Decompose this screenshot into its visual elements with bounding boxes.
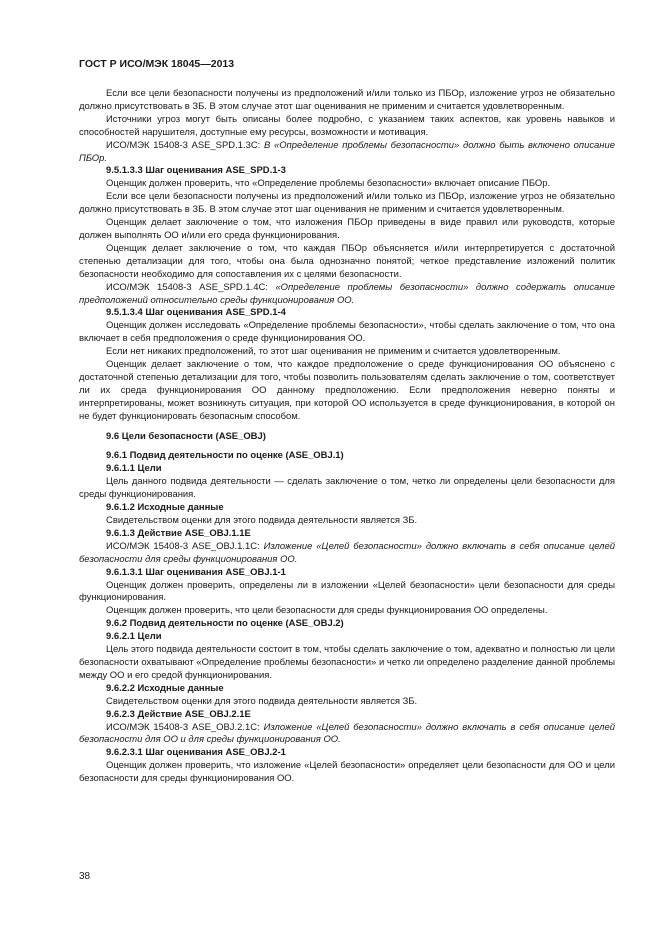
requirement-text: Изложение «Целей безопасности» должно включать в себя описание целей безопасности для среды функционирования ОО. [79, 540, 615, 565]
document-body [79, 88, 615, 786]
section-heading: 9.6 Цели безопасности (ASE_OBJ) [106, 430, 266, 442]
requirement-paragraph [79, 722, 615, 748]
section-heading: 9.6.2.2 Исходные данные [106, 682, 224, 694]
body-paragraph: Оценщик должен проверить, что изложение «Целей безопасности» определяет цели безопасности для ОО и цели безопасности для среды функционирования ОО. [79, 760, 615, 785]
section-heading: 9.6.1.1 Цели [106, 463, 162, 475]
section-heading: 9.6.2.3 Действие ASE_OBJ.2.1E [106, 708, 251, 720]
section-heading: 9.5.1.3.4 Шаг оценивания ASE_SPD.1-4 [106, 307, 286, 319]
body-paragraph: Оценщик должен проверить, определены ли в изложении «Целей безопасности» цели безопасности для среды функционирования. [79, 579, 615, 604]
section-heading: 9.6.1.3.1 Шаг оценивания ASE_OBJ.1-1 [106, 566, 286, 578]
body-paragraph: Свидетельством оценки для этого подвида деятельности является ЗБ. [106, 515, 418, 526]
section-heading: 9.6.1.3 Действие ASE_OBJ.1.1E [106, 527, 251, 539]
standard-reference: ИСО/МЭК 15408-3 ASE_SPD.1.3С: [106, 139, 264, 151]
body-paragraph: Оценщик должен проверить, что «Определение проблемы безопасности» включает описание ПБОр. [106, 178, 551, 190]
body-paragraph: Цель этого подвида деятельности состоит в том, чтобы сделать заключение о том, адекватно и полностью ли цели безопасности охватывают «Определение проблемы безопасности» и четко ли определено разделение данной проблемы между ОО и его средой функционирования. [79, 644, 615, 681]
body-paragraph: Оценщик делает заключение о том, что каждая ПБОр объясняется и/или интерпретируется с достаточной степенью детализации для того, чтобы она была однозначно понятой; четкое представление изложений политик безопасности необходимо для сопоставления их с целями безопасности. [79, 242, 615, 280]
section-heading: 9.6.2 Подвид деятельности по оценке (ASE_OBJ.2) [106, 618, 344, 630]
standard-reference: ИСО/МЭК 15408-3 ASE_OBJ.1.1С: [106, 540, 264, 552]
body-paragraph: Если все цели безопасности получены из предположений и/или только из ПБОр, изложение угроз не обязательно должно присутствовать в ЗБ. В этом случае этот шаг оценивания не применим и считается удовлетворенным. [79, 88, 615, 112]
section-heading: 9.6.1 Подвид деятельности по оценке (ASE_OBJ.1) [106, 450, 344, 462]
section-heading: 9.6.1.2 Исходные данные [106, 502, 224, 514]
section-heading: 9.6.2.1 Цели [106, 631, 162, 643]
section-heading: 9.6.2.3.1 Шаг оценивания ASE_OBJ.2-1 [106, 747, 286, 759]
requirement-text: В «Определение проблемы безопасности» должно быть включено описание ПБОр. [79, 139, 615, 164]
standard-reference: ИСО/МЭК 15408-3 ASE_OBJ.2.1С: [106, 721, 264, 733]
document-header: ГОСТ Р ИСО/МЭК 18045—2013 [79, 58, 235, 70]
requirement-paragraph [79, 541, 615, 567]
body-paragraph: Свидетельством оценки для этого подвида деятельности является ЗБ. [106, 695, 418, 707]
requirement-text: Изложение «Целей безопасности» должно включать в себя описание целей безопасности для ОО и для среды функционирования ОО. [79, 721, 615, 746]
body-paragraph: Источники угроз могут быть описаны более подробно, с указанием таких аспектов, как уровень навыков и способностей нарушителя, доступные ему ресурсы, возможности и мотивация. [79, 113, 615, 138]
standard-reference: ИСО/МЭК 15408-3 ASE_SPD.1.4С: [106, 281, 276, 293]
body-paragraph: Оценщик делает заключение о том, что изложения ПБОр приведены в виде правил или руководств, которые должен выполнять ОО и/или его среда функционирования. [79, 217, 615, 241]
requirement-paragraph [79, 282, 615, 308]
body-paragraph: Если нет никаких предположений, то этот шаг оценивания не применим и считается удовлетворенным. [106, 346, 561, 358]
body-paragraph: Оценщик должен проверить, что цели безопасности для среды функционирования ОО определены. [106, 605, 548, 617]
page-number: 38 [79, 871, 91, 882]
requirement-text: «Определение проблемы безопасности» должно содержать описание предположений относительно среды функционирования ОО. [79, 281, 615, 306]
body-paragraph: Оценщик должен исследовать «Определение проблемы безопасности», чтобы сделать заключение о том, что она включает в себя предположения о среде функционирования ОО. [79, 320, 615, 345]
body-paragraph: Цель данного подвида деятельности — сделать заключение о том, четко ли определены цели безопасности для среды функционирования. [79, 476, 615, 501]
body-paragraph: Оценщик делает заключение о том, что каждое предположение о среде функционирования ОО объяснено с достаточной степенью детализации для того, чтобы позволить пользователям сделать заключение о том, соответствует ли их среда функционирования ОО данному предположению. Если предположения неверно поняты и интерпретированы, может возникнуть ситуация, при которой ОО используется в среде функционирования, в которой он не будет функционировать безопасным способом. [79, 359, 615, 422]
body-paragraph: Если все цели безопасности получены из предположений и/или только из ПБОр, изложение угроз не обязательно должно присутствовать в ЗБ. В этом случае этот шаг оценивания не применим и считается удовлетворенным. [79, 191, 615, 216]
requirement-paragraph [79, 140, 615, 166]
section-heading: 9.5.1.3.3 Шаг оценивания ASE_SPD.1-3 [106, 165, 286, 177]
